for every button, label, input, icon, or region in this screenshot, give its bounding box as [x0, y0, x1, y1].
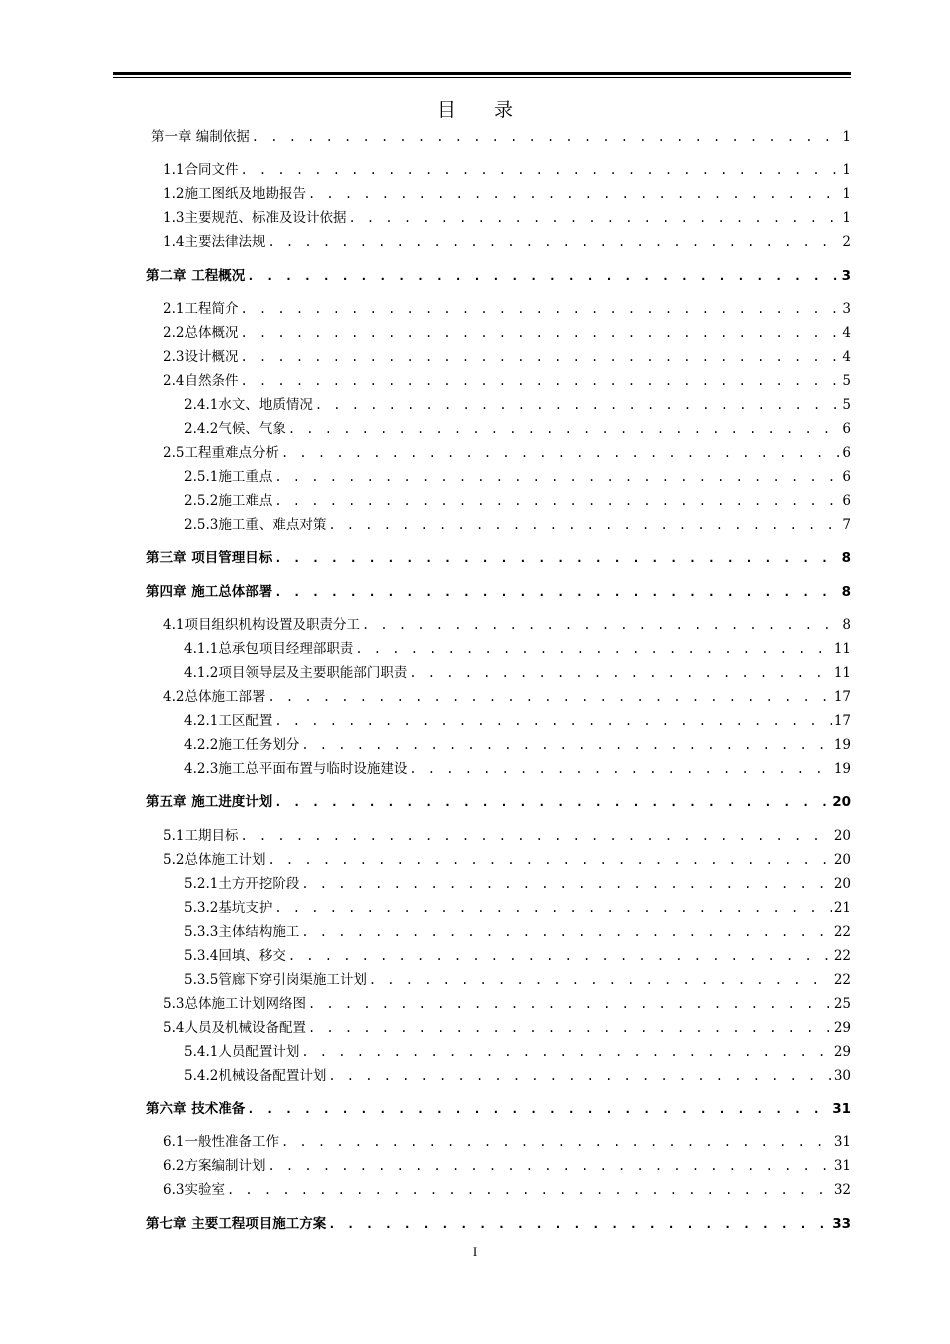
toc-entry-text: 5.2总体施工计划	[163, 852, 266, 868]
toc-entry[interactable]	[163, 1018, 851, 1038]
toc-leader-dots	[247, 1099, 830, 1119]
toc-leader-dots	[281, 1132, 832, 1152]
toc-entry[interactable]	[163, 347, 851, 367]
toc-entry-text: 2.4.1水文、地质情况	[184, 397, 313, 413]
toc-entry-text: 5.4.2机械设备配置计划	[184, 1068, 327, 1084]
toc-chapter-page: 20	[832, 794, 851, 810]
toc-entry-page: 4	[842, 325, 851, 341]
toc-leader-dots	[301, 1042, 831, 1062]
toc-entry-page: 22	[833, 948, 851, 964]
toc-leader-dots	[369, 970, 832, 990]
toc-chapter[interactable]	[146, 548, 851, 568]
toc-entry-text: 4.1.2项目领导层及主要职能部门职责	[184, 665, 408, 681]
toc-entry-page: 20	[833, 876, 851, 892]
toc-leader-dots	[281, 443, 840, 463]
toc-leader-dots	[308, 994, 832, 1014]
toc-entry[interactable]	[184, 395, 851, 415]
toc-chapter-page: 8	[841, 584, 851, 600]
toc-leader-dots	[240, 347, 840, 367]
toc-leader-dots	[409, 759, 831, 779]
toc-leader-dots	[274, 711, 831, 731]
toc-entry-page: 6	[842, 469, 851, 485]
toc-entry[interactable]	[184, 515, 851, 535]
toc-entry-text: 2.3设计概况	[163, 349, 239, 365]
toc-chapter[interactable]	[146, 1099, 851, 1119]
toc-entry-page: 32	[833, 1182, 851, 1198]
toc-leader-dots	[315, 395, 841, 415]
toc-entry[interactable]	[184, 759, 851, 779]
toc-entry[interactable]	[163, 826, 851, 846]
toc-entry-text: 2.2总体概况	[163, 325, 239, 341]
toc-entry[interactable]	[184, 1066, 851, 1086]
toc-chapter-page: 33	[832, 1216, 851, 1232]
toc-entry-text: 5.3.2基坑支护	[184, 900, 273, 916]
toc-entry-page: 6	[842, 445, 851, 461]
toc-chapter-text: 第三章 项目管理目标	[146, 550, 273, 566]
toc-leader-dots	[274, 792, 830, 812]
toc-leader-dots	[409, 663, 831, 683]
toc-leader-dots	[348, 208, 840, 228]
toc-entry-text: 5.4人员及机械设备配置	[163, 1020, 306, 1036]
toc-entry-page: 22	[833, 924, 851, 940]
toc-leader-dots	[240, 299, 840, 319]
toc-entry-text: 4.1项目组织机构设置及职责分工	[163, 617, 360, 633]
toc-chapter[interactable]	[146, 1214, 851, 1234]
toc-entry-text: 4.2总体施工部署	[163, 689, 266, 705]
toc-entry-text: 2.5工程重难点分析	[163, 445, 279, 461]
toc-leader-dots	[267, 1156, 831, 1176]
toc-entry-text: 2.1工程简介	[163, 301, 239, 317]
toc-leader-dots	[308, 184, 840, 204]
toc-entry-text: 1.2施工图纸及地勘报告	[163, 186, 306, 202]
toc-entry-page: 6	[842, 421, 851, 437]
toc-leader-dots	[274, 898, 831, 918]
toc-leader-dots	[240, 371, 840, 391]
toc-leader-dots	[355, 639, 831, 659]
toc-chapter-page: 31	[832, 1101, 851, 1117]
toc-entry-text: 5.4.1人员配置计划	[184, 1044, 300, 1060]
toc-entry-page: 4	[842, 349, 851, 365]
toc-title: 目 录	[436, 99, 513, 121]
toc-chapter-page: 8	[841, 550, 851, 566]
toc-entry[interactable]	[184, 922, 851, 942]
toc-entry-text: 5.3.3主体结构施工	[184, 924, 300, 940]
toc-entry-text: 4.2.1工区配置	[184, 713, 273, 729]
toc-entry[interactable]	[184, 1042, 851, 1062]
toc-entry-page: 17	[833, 689, 851, 705]
toc-entry-page: 21	[833, 900, 851, 916]
toc-entry-text: 6.3实验室	[163, 1182, 225, 1198]
toc-entry-page: 5	[842, 373, 851, 389]
toc-entry-text: 1.4主要法律法规	[163, 234, 266, 250]
toc-entry[interactable]	[184, 711, 851, 731]
toc-entry-page: 29	[833, 1020, 851, 1036]
toc-entry-text: 5.3.4回填、移交	[184, 948, 286, 964]
toc-entry-page: 1	[842, 162, 851, 178]
toc-entry-text: 4.1.1总承包项目经理部职责	[184, 641, 354, 657]
toc-entry-page: 29	[833, 1044, 851, 1060]
toc-leader-dots	[227, 1180, 832, 1200]
toc-entry-page: 31	[833, 1158, 851, 1174]
toc-entry-text: 5.1工期目标	[163, 828, 239, 844]
toc-entry[interactable]	[184, 946, 851, 966]
toc-entry-text: 4.2.2施工任务划分	[184, 737, 300, 753]
toc-entry-page: 1	[842, 129, 851, 145]
toc-entry[interactable]	[163, 208, 851, 228]
toc-entry-text: 2.4.2气候、气象	[184, 421, 286, 437]
toc-leader-dots	[274, 467, 840, 487]
toc-entry-text: 2.4自然条件	[163, 373, 239, 389]
toc-entry-text: 5.3.5管廊下穿引岗渠施工计划	[184, 972, 367, 988]
toc-entry-page: 22	[833, 972, 851, 988]
toc-entry-page: 11	[833, 665, 851, 681]
toc-entry[interactable]	[163, 850, 851, 870]
toc-entry[interactable]	[163, 443, 851, 463]
toc-entry-page: 25	[833, 996, 851, 1012]
toc-entry-text: 4.2.3施工总平面布置与临时设施建设	[184, 761, 408, 777]
toc-entry-text: 2.5.1施工重点	[184, 469, 273, 485]
toc-leader-dots	[328, 515, 840, 535]
toc-leader-dots	[301, 922, 831, 942]
toc-chapter-text: 第七章 主要工程项目施工方案	[146, 1216, 327, 1232]
toc-entry[interactable]	[184, 735, 851, 755]
toc-entry[interactable]	[163, 299, 851, 319]
toc-chapter-text: 第二章 工程概况	[146, 268, 246, 284]
toc-entry[interactable]	[184, 663, 851, 683]
toc-leader-dots	[240, 826, 831, 846]
toc-entry[interactable]	[163, 1156, 851, 1176]
toc-entry[interactable]	[163, 160, 851, 180]
toc-leader-dots	[328, 1214, 830, 1234]
toc-leader-dots	[308, 1018, 832, 1038]
toc-entry[interactable]	[163, 1180, 851, 1200]
toc-entry-page: 5	[842, 397, 851, 413]
toc-entry[interactable]	[184, 419, 851, 439]
toc-chapter-text: 第五章 施工进度计划	[146, 794, 273, 810]
toc-entry[interactable]	[184, 467, 851, 487]
toc-entry[interactable]	[163, 687, 851, 707]
toc-entry-page: 6	[842, 493, 851, 509]
toc-chapter-text: 第四章 施工总体部署	[146, 584, 273, 600]
toc-chapter[interactable]	[146, 792, 851, 812]
toc-entry[interactable]	[163, 371, 851, 391]
toc-entry-page: 19	[833, 761, 851, 777]
toc-chapter-page: 3	[841, 268, 851, 284]
toc-entry-text: 6.2方案编制计划	[163, 1158, 266, 1174]
toc-entry-text: 1.1合同文件	[163, 162, 239, 178]
toc-leader-dots	[362, 615, 840, 635]
toc-chapter-text: 第六章 技术准备	[146, 1101, 246, 1117]
toc-entry-text: 2.5.3施工重、难点对策	[184, 517, 327, 533]
toc-chapter[interactable]	[146, 582, 851, 602]
toc-leader-dots	[267, 850, 831, 870]
toc-entry[interactable]	[151, 127, 851, 147]
toc-leader-dots	[288, 946, 832, 966]
toc-entry[interactable]	[184, 639, 851, 659]
footer-page-number: I	[472, 1244, 478, 1259]
toc-leader-dots	[274, 582, 839, 602]
toc-chapter[interactable]	[146, 266, 851, 286]
toc-entry-text: 5.3总体施工计划网络图	[163, 996, 306, 1012]
toc-leader-dots	[301, 735, 831, 755]
toc-leader-dots	[274, 548, 839, 568]
toc-leader-dots	[240, 160, 840, 180]
toc-leader-dots	[301, 874, 831, 894]
toc-entry-page: 1	[842, 210, 851, 226]
toc-entry-text: 第一章 编制依据	[151, 129, 250, 145]
toc-entry[interactable]	[163, 232, 851, 252]
toc-entry-page: 8	[842, 617, 851, 633]
toc-entry-page: 7	[842, 517, 851, 533]
toc-entry[interactable]	[163, 323, 851, 343]
toc-leader-dots	[274, 491, 840, 511]
toc-entry-page: 1	[842, 186, 851, 202]
toc-entry[interactable]	[163, 994, 851, 1014]
toc-entry-text: 1.3主要规范、标准及设计依据	[163, 210, 347, 226]
toc-entry[interactable]	[163, 615, 851, 635]
toc-entry-page: 30	[833, 1068, 851, 1084]
toc-entry-text: 2.5.2施工难点	[184, 493, 273, 509]
toc-entry[interactable]	[184, 970, 851, 990]
toc-leader-dots	[288, 419, 841, 439]
toc-leader-dots	[240, 323, 840, 343]
toc-entry-page: 2	[842, 234, 851, 250]
toc-entry-page: 19	[833, 737, 851, 753]
toc-entry-text: 6.1一般性准备工作	[163, 1134, 279, 1150]
toc-leader-dots	[267, 687, 831, 707]
toc-entry[interactable]	[184, 491, 851, 511]
toc-leader-dots	[252, 127, 841, 147]
toc-entry[interactable]	[163, 1132, 851, 1152]
toc-leader-dots	[247, 266, 839, 286]
toc-entry-page: 17	[833, 713, 851, 729]
toc-entry[interactable]	[184, 898, 851, 918]
toc-entry-page: 11	[833, 641, 851, 657]
toc-entry-text: 5.2.1土方开挖阶段	[184, 876, 300, 892]
toc-leader-dots	[267, 232, 840, 252]
toc-entry[interactable]	[163, 184, 851, 204]
toc-entry-page: 3	[842, 301, 851, 317]
toc-leader-dots	[328, 1066, 831, 1086]
toc-entry-page: 31	[833, 1134, 851, 1150]
toc-entry-page: 20	[833, 852, 851, 868]
toc-entry-page: 20	[833, 828, 851, 844]
toc-entry[interactable]	[184, 874, 851, 894]
